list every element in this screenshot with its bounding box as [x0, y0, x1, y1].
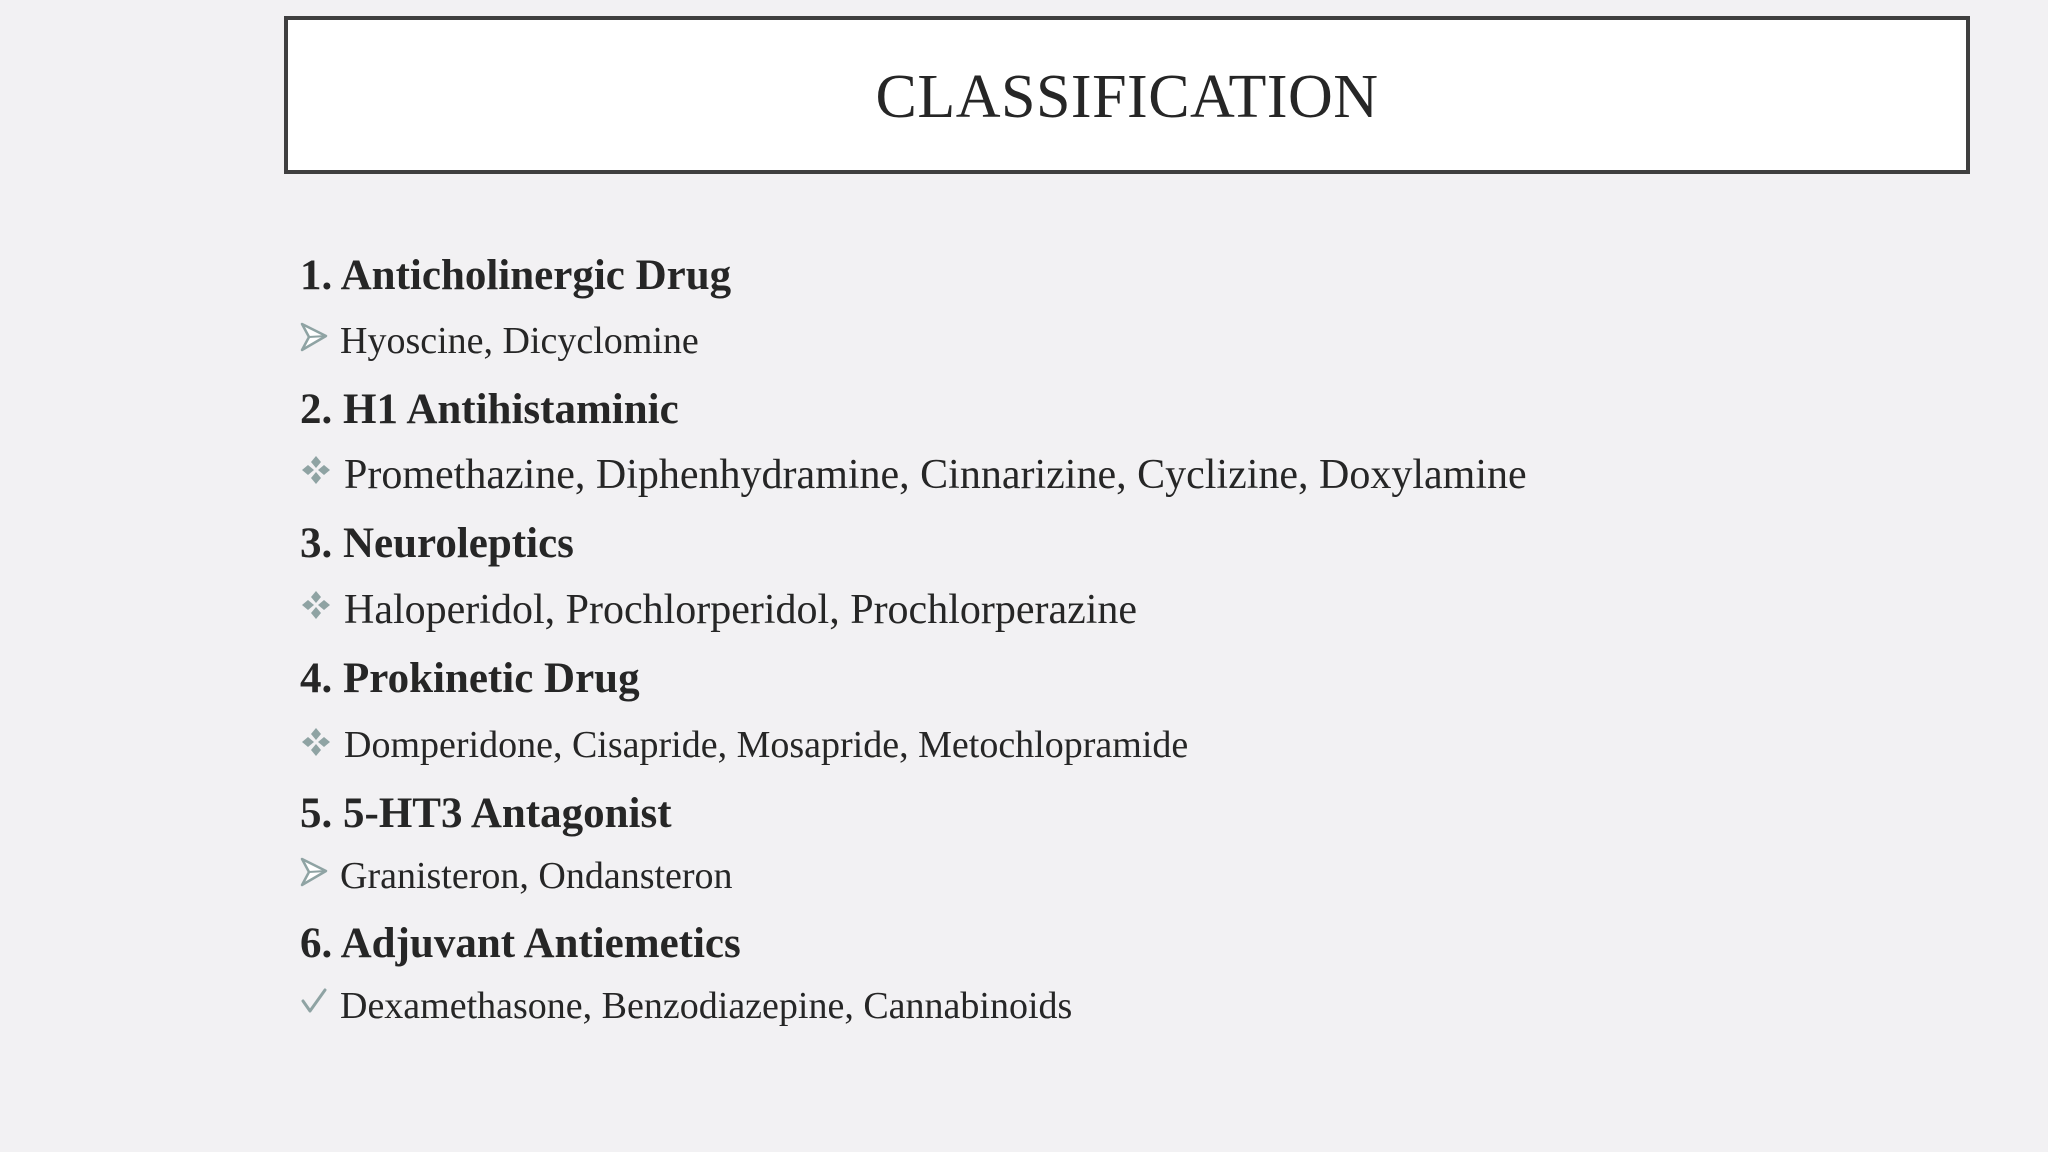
arrow-bullet-icon: [300, 857, 328, 887]
four-diamond-bullet-icon: [300, 454, 332, 486]
four-diamond-bullet-icon: [300, 726, 332, 758]
section-heading-anticholinergic: 1. Anticholinergic Drug: [300, 252, 732, 299]
item-text: Granisteron, Ondansteron: [340, 855, 733, 897]
section-heading-prokinetic: 4. Prokinetic Drug: [300, 655, 640, 702]
section-items-5ht3: [300, 857, 733, 895]
item-text: Haloperidol, Prochlorperidol, Prochlorperazine: [344, 587, 1138, 633]
item-text: Hyoscine, Dicyclomine: [340, 320, 699, 362]
four-diamond-bullet-icon: [300, 589, 332, 621]
slide-title: CLASSIFICATION: [875, 63, 1379, 131]
section-heading-5ht3: 5. 5-HT3 Antagonist: [300, 790, 672, 837]
section-items-neuroleptics: [300, 589, 1137, 631]
arrow-bullet-icon: [300, 322, 328, 352]
item-text: Domperidone, Cisapride, Mosapride, Metochlopramide: [344, 724, 1189, 766]
title-box: [284, 16, 1970, 174]
item-text: Dexamethasone, Benzodiazepine, Cannabinoids: [340, 985, 1073, 1027]
section-items-adjuvant: [300, 987, 1072, 1025]
checkmark-bullet-icon: [300, 987, 328, 1017]
section-heading-adjuvant: 6. Adjuvant Antiemetics: [300, 920, 741, 967]
section-heading-neuroleptics: 3. Neuroleptics: [300, 520, 574, 567]
item-text: Promethazine, Diphenhydramine, Cinnarizine, Cyclizine, Doxylamine: [344, 452, 1527, 498]
section-heading-antihistaminic: 2. H1 Antihistaminic: [300, 386, 679, 433]
section-items-antihistaminic: [300, 454, 1527, 496]
section-items-prokinetic: [300, 726, 1188, 764]
section-items-anticholinergic: [300, 322, 699, 360]
